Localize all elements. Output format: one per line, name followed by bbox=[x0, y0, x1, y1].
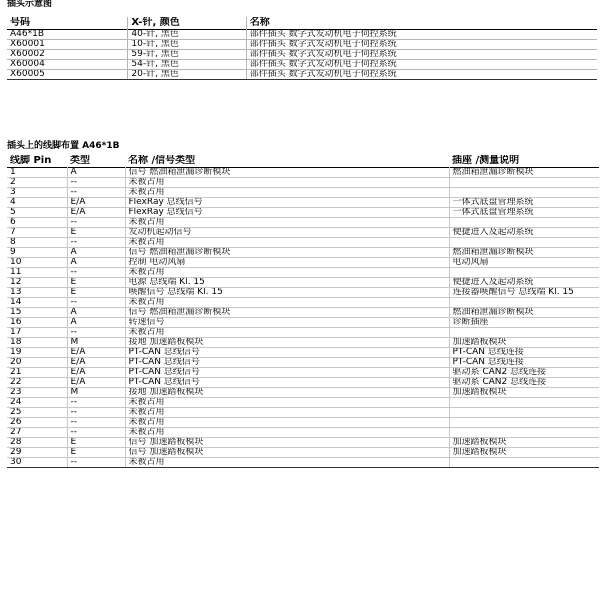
cell-name: 部件插头 数字式发动机电子伺控系统 bbox=[246, 50, 597, 60]
cell-socket-note bbox=[449, 238, 599, 248]
cell-type: -- bbox=[67, 328, 125, 338]
cell-socket-note bbox=[449, 398, 599, 408]
table-row bbox=[7, 338, 599, 348]
cell-pin: 12 bbox=[7, 278, 67, 288]
pin-assignment-title: 插头上的线脚布置 A46*1B bbox=[7, 141, 120, 151]
cell-type: A bbox=[67, 308, 125, 318]
header-pins-color: X-针, 颜色 bbox=[128, 17, 246, 30]
table-row bbox=[7, 228, 599, 238]
cell-type: A bbox=[67, 258, 125, 268]
cell-signal-name: 电源 总线端 Kl. 15 bbox=[125, 278, 449, 288]
table-row bbox=[7, 188, 599, 198]
cell-pin: 28 bbox=[7, 438, 67, 448]
cell-type: -- bbox=[67, 408, 125, 418]
table-row bbox=[7, 268, 599, 278]
table-row bbox=[7, 388, 599, 398]
cell-signal-name: 信号 燃油箱泄漏诊断模块 bbox=[125, 168, 449, 178]
cell-socket-note: 诊断插座 bbox=[449, 318, 599, 328]
cell-pin: 19 bbox=[7, 348, 67, 358]
cell-name: 部件插头 数字式发动机电子伺控系统 bbox=[246, 40, 597, 50]
table-row bbox=[7, 418, 599, 428]
cell-name: 部件插头 数字式发动机电子伺控系统 bbox=[246, 60, 597, 70]
cell-name: 部件插头 数字式发动机电子伺控系统 bbox=[246, 30, 597, 40]
connector-table bbox=[7, 17, 597, 80]
cell-signal-name: 未被占用 bbox=[125, 408, 449, 418]
cell-type: M bbox=[67, 338, 125, 348]
cell-socket-note bbox=[449, 298, 599, 308]
cell-pin: 15 bbox=[7, 308, 67, 318]
cell-socket-note: 加速踏板模块 bbox=[449, 448, 599, 458]
cell-signal-name: PT-CAN 总线信号 bbox=[125, 368, 449, 378]
cell-type: A bbox=[67, 248, 125, 258]
pin-table-header bbox=[7, 155, 599, 168]
cell-socket-note: PT-CAN 总线连接 bbox=[449, 358, 599, 368]
cell-pin: 21 bbox=[7, 368, 67, 378]
cell-pin: 25 bbox=[7, 408, 67, 418]
cell-type: -- bbox=[67, 238, 125, 248]
cell-pins-color: 40-针, 黑色 bbox=[128, 30, 246, 40]
cell-signal-name: 接地 加速踏板模块 bbox=[125, 338, 449, 348]
cell-socket-note: 驱动系 CAN2 总线连接 bbox=[449, 378, 599, 388]
table-row bbox=[7, 60, 597, 70]
connector-table-header bbox=[7, 17, 597, 30]
cell-socket-note: 加速踏板模块 bbox=[449, 338, 599, 348]
cell-signal-name: 未被占用 bbox=[125, 458, 449, 468]
cell-signal-name: 未被占用 bbox=[125, 218, 449, 228]
table-row bbox=[7, 298, 599, 308]
table-row bbox=[7, 448, 599, 458]
cell-pin: 11 bbox=[7, 268, 67, 278]
cell-pins-color: 20-针, 黑色 bbox=[128, 70, 246, 80]
header-signal-name: 名称 /信号类型 bbox=[128, 155, 196, 166]
cell-signal-name: 未被占用 bbox=[125, 328, 449, 338]
table-row bbox=[7, 218, 599, 228]
cell-socket-note bbox=[449, 428, 599, 438]
cell-type: A bbox=[67, 318, 125, 328]
cell-signal-name: 未被占用 bbox=[125, 188, 449, 198]
cell-pin: 14 bbox=[7, 298, 67, 308]
cell-signal-name: 未被占用 bbox=[125, 418, 449, 428]
cell-type: E bbox=[67, 448, 125, 458]
cell-pin: 18 bbox=[7, 338, 67, 348]
cell-signal-name: 未被占用 bbox=[125, 178, 449, 188]
cell-pin: 20 bbox=[7, 358, 67, 368]
cell-socket-note bbox=[449, 218, 599, 228]
cell-pin: 27 bbox=[7, 428, 67, 438]
cell-pin: 1 bbox=[7, 168, 67, 178]
table-row bbox=[7, 378, 599, 388]
header-socket-note: 插座 /测量说明 bbox=[452, 155, 520, 166]
cell-pin: 3 bbox=[7, 188, 67, 198]
table-row bbox=[7, 278, 599, 288]
cell-number: X60004 bbox=[7, 60, 128, 70]
cell-type: -- bbox=[67, 188, 125, 198]
cell-socket-note: 燃油箱泄漏诊断模块 bbox=[449, 308, 599, 318]
cell-socket-note: 加速踏板模块 bbox=[449, 388, 599, 398]
cell-number: X60001 bbox=[7, 40, 128, 50]
cell-number: X60002 bbox=[7, 50, 128, 60]
header-type: 类型 bbox=[70, 155, 90, 166]
cell-type: -- bbox=[67, 298, 125, 308]
cell-socket-note bbox=[449, 458, 599, 468]
cell-signal-name: FlexRay 总线信号 bbox=[125, 208, 449, 218]
cell-signal-name: 未被占用 bbox=[125, 298, 449, 308]
table-row bbox=[7, 348, 599, 358]
table-row bbox=[7, 428, 599, 438]
cell-type: E/A bbox=[67, 208, 125, 218]
table-row bbox=[7, 318, 599, 328]
cell-socket-note bbox=[449, 188, 599, 198]
cell-socket-note: PT-CAN 总线连接 bbox=[449, 348, 599, 358]
table-row bbox=[7, 50, 597, 60]
cell-socket-note: 燃油箱泄漏诊断模块 bbox=[449, 248, 599, 258]
cell-type: -- bbox=[67, 428, 125, 438]
cell-type: -- bbox=[67, 398, 125, 408]
table-row bbox=[7, 438, 599, 448]
cell-signal-name: 未被占用 bbox=[125, 268, 449, 278]
cell-signal-name: PT-CAN 总线信号 bbox=[125, 378, 449, 388]
cell-pin: 9 bbox=[7, 248, 67, 258]
cell-type: A bbox=[67, 168, 125, 178]
cell-pin: 5 bbox=[7, 208, 67, 218]
cell-socket-note: 电动风扇 bbox=[449, 258, 599, 268]
table-row bbox=[7, 178, 599, 188]
table-row bbox=[7, 328, 599, 338]
header-number: 号码 bbox=[7, 17, 128, 30]
cell-type: E bbox=[67, 288, 125, 298]
cell-signal-name: 信号 燃油箱泄漏诊断模块 bbox=[125, 308, 449, 318]
cell-pin: 30 bbox=[7, 458, 67, 468]
cell-signal-name: 未被占用 bbox=[125, 238, 449, 248]
cell-pins-color: 54-针, 黑色 bbox=[128, 60, 246, 70]
cell-socket-note bbox=[449, 268, 599, 278]
cell-socket-note: 便捷进入及起动系统 bbox=[449, 278, 599, 288]
table-row bbox=[7, 198, 599, 208]
cell-signal-name: 转速信号 bbox=[125, 318, 449, 328]
header-name: 名称 bbox=[249, 17, 270, 28]
cell-number: X60005 bbox=[7, 70, 128, 80]
cell-pin: 24 bbox=[7, 398, 67, 408]
cell-socket-note: 燃油箱泄漏诊断模块 bbox=[449, 168, 599, 178]
cell-pin: 22 bbox=[7, 378, 67, 388]
cell-signal-name: PT-CAN 总线信号 bbox=[125, 348, 449, 358]
cell-pin: 4 bbox=[7, 198, 67, 208]
table-row bbox=[7, 408, 599, 418]
cell-type: -- bbox=[67, 178, 125, 188]
cell-signal-name: 信号 加速踏板模块 bbox=[125, 448, 449, 458]
cell-pin: 16 bbox=[7, 318, 67, 328]
cell-socket-note: 便捷进入及起动系统 bbox=[449, 228, 599, 238]
cell-type: E/A bbox=[67, 358, 125, 368]
cell-socket-note bbox=[449, 408, 599, 418]
cell-pin: 26 bbox=[7, 418, 67, 428]
table-row bbox=[7, 308, 599, 318]
connector-diagram-title: 插头示意图 bbox=[7, 0, 53, 9]
cell-number: A46*1B bbox=[7, 30, 128, 40]
cell-signal-name: 信号 加速踏板模块 bbox=[125, 438, 449, 448]
table-row bbox=[7, 398, 599, 408]
cell-pin: 6 bbox=[7, 218, 67, 228]
cell-pin: 7 bbox=[7, 228, 67, 238]
cell-pin: 2 bbox=[7, 178, 67, 188]
cell-signal-name: 发动机起动信号 bbox=[125, 228, 449, 238]
cell-type: E/A bbox=[67, 198, 125, 208]
cell-socket-note: 加速踏板模块 bbox=[449, 438, 599, 448]
table-row bbox=[7, 40, 597, 50]
table-row bbox=[7, 70, 597, 80]
cell-socket-note: 一体式底盘管理系统 bbox=[449, 198, 599, 208]
table-row bbox=[7, 458, 599, 468]
cell-type: E/A bbox=[67, 378, 125, 388]
cell-socket-note: 连接器唤醒信号 总线端 Kl. 15 bbox=[449, 288, 599, 298]
cell-type: E bbox=[67, 438, 125, 448]
cell-signal-name: 控制 电动风扇 bbox=[125, 258, 449, 268]
cell-type: -- bbox=[67, 458, 125, 468]
cell-socket-note bbox=[449, 418, 599, 428]
cell-signal-name: 未被占用 bbox=[125, 398, 449, 408]
pin-assignment-table bbox=[7, 155, 599, 468]
cell-socket-note: 驱动系 CAN2 总线连接 bbox=[449, 368, 599, 378]
cell-pin: 29 bbox=[7, 448, 67, 458]
cell-pin: 13 bbox=[7, 288, 67, 298]
cell-signal-name: 信号 燃油箱泄漏诊断模块 bbox=[125, 248, 449, 258]
table-row bbox=[7, 30, 597, 40]
cell-type: E bbox=[67, 228, 125, 238]
table-row bbox=[7, 358, 599, 368]
cell-type: -- bbox=[67, 268, 125, 278]
table-row bbox=[7, 368, 599, 378]
cell-type: E/A bbox=[67, 368, 125, 378]
table-row bbox=[7, 168, 599, 178]
table-row bbox=[7, 238, 599, 248]
cell-type: E/A bbox=[67, 348, 125, 358]
cell-pin: 8 bbox=[7, 238, 67, 248]
cell-signal-name: 未被占用 bbox=[125, 428, 449, 438]
table-row bbox=[7, 248, 599, 258]
cell-socket-note: 一体式底盘管理系统 bbox=[449, 208, 599, 218]
cell-socket-note bbox=[449, 328, 599, 338]
table-row bbox=[7, 288, 599, 298]
cell-type: -- bbox=[67, 218, 125, 228]
cell-type: M bbox=[67, 388, 125, 398]
cell-pin: 23 bbox=[7, 388, 67, 398]
cell-pin: 17 bbox=[7, 328, 67, 338]
cell-pins-color: 10-针, 黑色 bbox=[128, 40, 246, 50]
cell-signal-name: 唤醒信号 总线端 Kl. 15 bbox=[125, 288, 449, 298]
cell-signal-name: PT-CAN 总线信号 bbox=[125, 358, 449, 368]
cell-pin: 10 bbox=[7, 258, 67, 268]
table-row bbox=[7, 208, 599, 218]
header-pin: 线脚 Pin bbox=[10, 155, 52, 166]
table-row bbox=[7, 258, 599, 268]
cell-name: 部件插头 数字式发动机电子伺控系统 bbox=[246, 70, 597, 80]
cell-socket-note bbox=[449, 178, 599, 188]
cell-type: -- bbox=[67, 418, 125, 428]
cell-signal-name: FlexRay 总线信号 bbox=[125, 198, 449, 208]
cell-type: E bbox=[67, 278, 125, 288]
cell-pins-color: 59-针, 黑色 bbox=[128, 50, 246, 60]
cell-signal-name: 接地 加速踏板模块 bbox=[125, 388, 449, 398]
